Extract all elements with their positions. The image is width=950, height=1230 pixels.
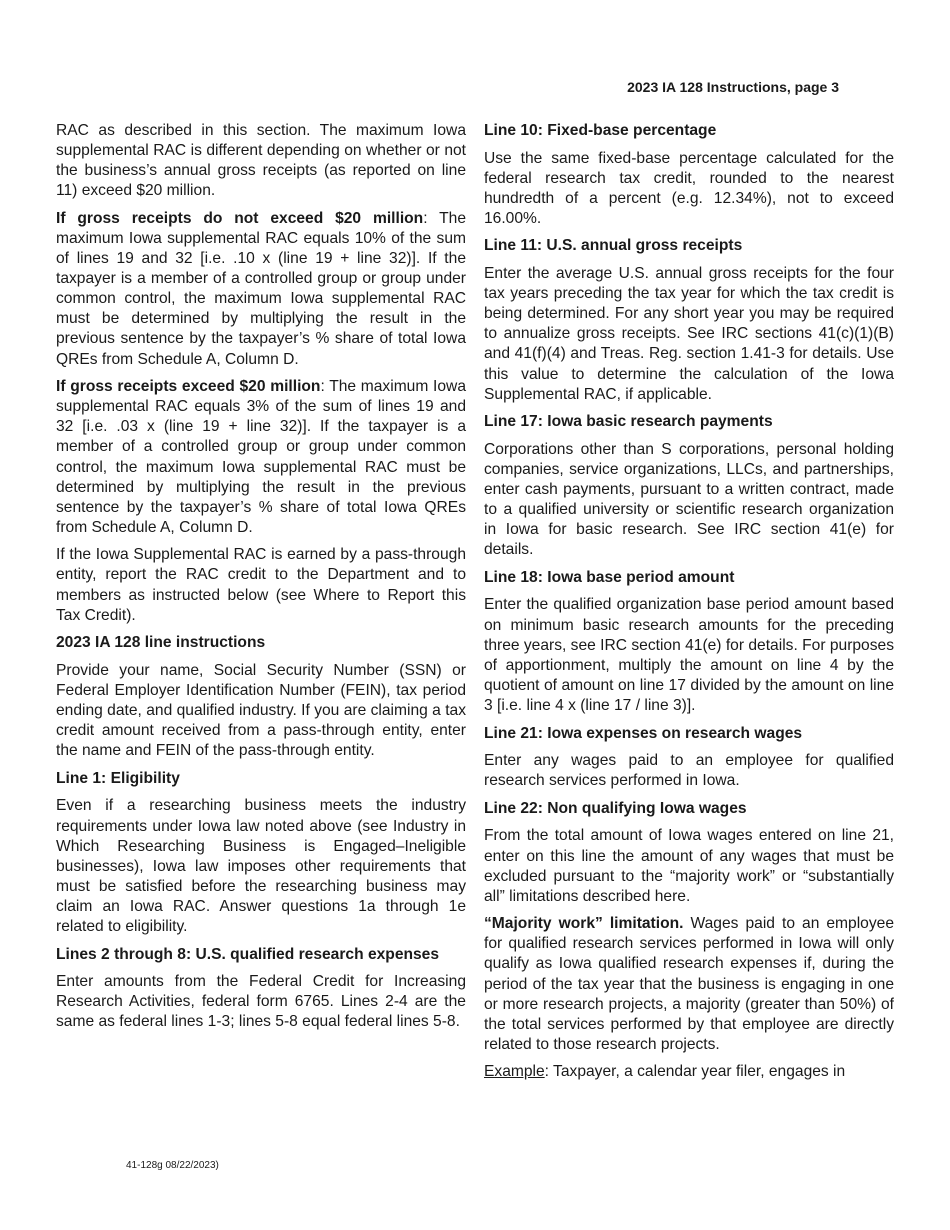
paragraph: Corporations other than S corporations, personal holding companies, service organizations, LLCs, and partnerships, enter cash payments, pursuant to a written contract, made to a qualified university or scientific research organization in Iowa for basic research. See IRC section 41(e) for details. xyxy=(484,440,894,559)
paragraph-lead: If gross receipts exceed $20 million xyxy=(56,378,321,396)
paragraph-text: : The maximum Iowa supplemental RAC equals 3% of the sum of lines 19 and 32 [i.e. .03 x (line 19 + line 32)]. If the taxpayer is a member of a controlled group or group under common control, the maximum Iowa supplemental RAC must be determined by multiplying the result in the previous sentence by the taxpayer’s % share of total Iowa QREs from Schedule A, Column D. xyxy=(56,378,466,536)
right-column xyxy=(484,121,894,1090)
paragraph xyxy=(56,209,466,370)
section-heading: 2023 IA 128 line instructions xyxy=(56,634,266,652)
paragraph: Enter the qualified organization base period amount based on minimum basic research amounts for the preceding three years, see IRC section 41(e) for details. For purposes of apportionment, multiply the amount on line 4 by the quotient of amount on line 17 divided by the amount on line 3 [i.e. line 4 x (line 17 / line 3)]. xyxy=(484,596,894,714)
section-heading: Line 10: Fixed-base percentage xyxy=(484,122,717,139)
section-heading: Line 22: Non qualifying Iowa wages xyxy=(484,799,747,817)
form-id-footer: 41-128g 08/22/2023) xyxy=(126,1160,219,1171)
section-heading: Line 17: Iowa basic research payments xyxy=(484,413,773,431)
section-heading: Lines 2 through 8: U.S. qualified research expenses xyxy=(56,945,440,963)
paragraph xyxy=(484,1062,894,1082)
paragraph-text: : Taxpayer, a calendar year filer, engages in xyxy=(544,1063,846,1081)
section-heading: Line 11: U.S. annual gross receipts xyxy=(484,237,743,255)
paragraph: Enter amounts from the Federal Credit for Increasing Research Activities, federal form 6765. Lines 2-4 are the same as federal lines 1-3; lines 5-8 equal federal lines 5-8. xyxy=(56,973,466,1031)
page-header: 2023 IA 128 Instructions, page 3 xyxy=(627,79,839,95)
paragraph-lead: If gross receipts do not exceed $20 million xyxy=(56,209,424,227)
paragraph-text: Wages paid to an employee for qualified research services performed in Iowa will only qualify as Iowa qualified research expenses if, during the period of the tax year that the business is engaging in one or more research projects, a majority (greater than 50%) of the total services performed by that employee are directly related to those research projects. xyxy=(484,915,895,1053)
left-column xyxy=(56,121,466,1040)
paragraph xyxy=(56,377,466,538)
paragraph: If the Iowa Supplemental RAC is earned by a pass-through entity, report the RAC credit to the Department and to members as instructed below (see Where to Report this Tax Credit). xyxy=(56,546,466,624)
section-heading: Line 1: Eligibility xyxy=(56,769,180,787)
paragraph: Even if a researching business meets the industry requirements under Iowa law noted above (see Industry in Which Researching Business is Engaged–Ineligible businesses), Iowa law imposes other requirements that must be satisfied before the researching business may claim an Iowa RAC. Answer questions 1a through 1e related to eligibility. xyxy=(56,797,466,935)
section-heading: Line 18: Iowa base period amount xyxy=(484,568,735,586)
paragraph: From the total amount of Iowa wages entered on line 21, enter on this line the amount of any wages that must be excluded pursuant to the “majority work” or “substantially all” limitations described here. xyxy=(484,827,894,905)
paragraph: Provide your name, Social Security Number (SSN) or Federal Employer Identification Number (FEIN), tax period ending date, and qualified industry. If you are claiming a tax credit amount received from a pass-through entity, enter the name and FEIN of the pass-through entity. xyxy=(56,661,466,760)
paragraph: Use the same fixed-base percentage calculated for the federal research tax credit, rounded to the nearest hundredth of a percent (e.g. 12.34%), not to exceed 16.00%. xyxy=(484,149,894,227)
paragraph: Enter any wages paid to an employee for qualified research services performed in Iowa. xyxy=(484,752,894,790)
example-label: Example xyxy=(484,1063,545,1081)
paragraph-lead: “Majority work” limitation. xyxy=(484,915,684,933)
paragraph: Enter the average U.S. annual gross receipts for the four tax years preceding the tax year for which the tax credit is being determined. For any short year you may be required to annualize gross receipts. See IRC sections 41(c)(1)(B) and 41(f)(4) and Treas. Reg. section 1.41-3 for details. Use this value to determine the calculation of the Iowa Supplemental RAC, if applicable. xyxy=(484,265,894,403)
paragraph xyxy=(484,914,894,1055)
section-heading: Line 21: Iowa expenses on research wages xyxy=(484,724,803,742)
paragraph-text: : The maximum Iowa supplemental RAC equals 10% of the sum of lines 19 and 32 [i.e. .10 x (line 19 + line 32)]. If the taxpayer is a member of a controlled group or group under common control, the maximum Iowa supplemental RAC must be determined by multiplying the result in the previous sentence by the taxpayer’s % share of total Iowa QREs from Schedule A, Column D. xyxy=(56,209,466,368)
paragraph: RAC as described in this section. The maximum Iowa supplemental RAC is different depending on whether or not the business’s annual gross receipts (as reported on line 11) exceed $20 million. xyxy=(56,122,466,200)
